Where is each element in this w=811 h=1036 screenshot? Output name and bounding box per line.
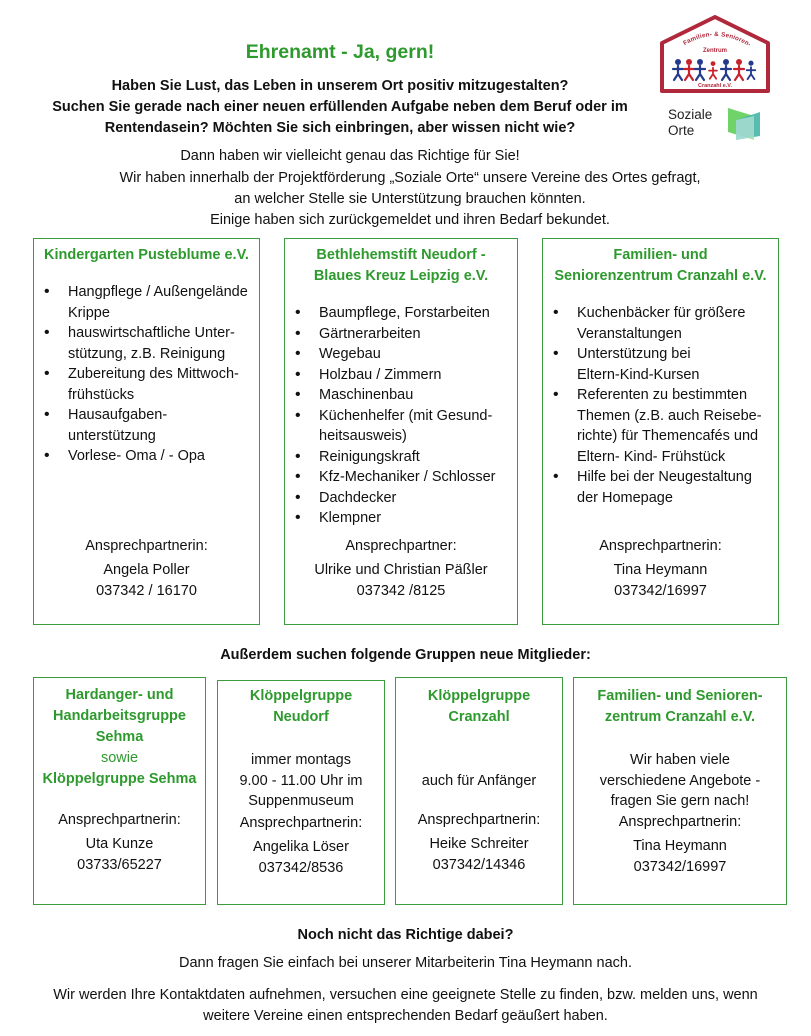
list-item-line: • Reinigungskraft: [319, 448, 420, 465]
familien-seniorenzentrum-logo: [656, 13, 774, 95]
contact-block: [578, 812, 782, 878]
svg-text:Cranzahl e.V.: Cranzahl e.V.: [697, 83, 733, 89]
contact-block: [291, 536, 511, 602]
group-box-cranzahl: [395, 677, 563, 905]
list-item: [291, 385, 511, 406]
group-box-sehma: [33, 677, 206, 905]
heading-connector: sowie: [100, 750, 139, 766]
list-item: [40, 282, 253, 323]
description-line: [400, 750, 558, 771]
list-item-line: • Kuchenbäcker für größere: [577, 305, 746, 321]
description-line: 9.00 - 11.00 Uhr im: [239, 772, 363, 789]
list-item-line: • Klempner: [319, 510, 382, 526]
contact-name: Angelika Löser: [253, 839, 349, 855]
box-heading: [549, 245, 772, 287]
text-line: Suchen Sie gerade nach einer neuen erfüllenden Aufgabe neben dem Beruf oder im: [52, 99, 628, 115]
contact-block: [400, 810, 558, 876]
contact-label: Ansprechpartnerin:: [599, 538, 722, 554]
need-box-kindergarten: [33, 238, 260, 625]
group-description: [578, 750, 782, 812]
svg-text:Zentrum: Zentrum: [703, 48, 727, 54]
list-item-line: Eltern-Kind-Kursen: [577, 366, 700, 383]
box-heading: [222, 686, 380, 728]
list-item: [291, 467, 511, 488]
list-item-line: • Hilfe bei der Neugestaltung: [577, 469, 752, 485]
heading-line: Klöppelgruppe: [249, 688, 353, 704]
list-item: [291, 324, 511, 345]
contact-label: Ansprechpartnerin:: [85, 538, 208, 554]
need-list: [291, 303, 511, 529]
footer-question: Noch nicht das Richtige dabei?: [297, 927, 514, 943]
list-item-line: • Holzbau / Zimmern: [319, 366, 442, 383]
heading-line: Cranzahl: [448, 709, 510, 725]
list-item-line: • Gärtnerarbeiten: [319, 325, 421, 342]
list-item: [549, 344, 772, 385]
soziale-orte-logo: [666, 104, 766, 144]
soziale-orte-logo-text: Orte: [668, 123, 695, 138]
heading-line: Seniorenzentrum Cranzahl e.V.: [554, 268, 767, 284]
box-heading: [38, 685, 201, 790]
heading-line: Bethlehemstift Neudorf -: [316, 247, 486, 263]
list-item-line: Themen (z.B. auch Reisebe-: [577, 407, 762, 424]
list-item-line: der Homepage: [577, 489, 673, 506]
contact-block: [38, 810, 201, 876]
text-line: Rentendasein? Möchten Sie sich einbringen, aber wissen nicht wie?: [104, 120, 576, 136]
list-item-line: unterstützung: [68, 427, 156, 444]
text-line: Haben Sie Lust, das Leben in unserem Ort positiv mitzugestalten?: [111, 78, 569, 94]
list-item: [291, 447, 511, 468]
heading-line: Neudorf: [273, 709, 329, 725]
list-item: [291, 365, 511, 386]
text-line: an welcher Stelle sie Unterstützung brauchen könnten.: [234, 191, 586, 207]
box-heading: [578, 686, 782, 728]
list-item-line: • Baumpflege, Forstarbeiten: [319, 305, 490, 321]
list-item-line: heitsausweis): [319, 428, 407, 444]
heading-line: Familien- und: [613, 247, 708, 263]
need-list: [549, 303, 772, 508]
list-item: [549, 385, 772, 467]
description-line: immer montags: [251, 752, 351, 768]
group-box-neudorf: [217, 680, 385, 905]
heading-line: Klöppelgruppe Sehma: [42, 771, 197, 787]
footer-text: Dann fragen Sie einfach bei unserer Mitarbeiterin Tina Heymann nach.: [179, 955, 632, 971]
need-list: [40, 282, 253, 467]
list-item: [291, 488, 511, 509]
contact-block: [40, 536, 253, 602]
soziale-orte-logo-text: Soziale: [668, 107, 713, 122]
list-item: [291, 344, 511, 365]
group-description: [222, 750, 380, 812]
contact-name: Tina Heymann: [633, 837, 727, 854]
list-item-line: • Hangpflege / Außengelände: [68, 284, 248, 300]
list-item-line: • Hausaufgaben-: [68, 407, 168, 423]
text-line: Einige haben sich zurückgemeldet und ihren Bedarf bekundet.: [210, 212, 610, 228]
list-item: [40, 364, 253, 405]
text-line: Wir werden Ihre Kontaktdaten aufnehmen, versuchen eine geeignete Stelle zu finden, bzw. melden uns, wenn: [53, 987, 758, 1003]
list-item: [291, 508, 511, 529]
page-title: Ehrenamt - Ja, gern!: [245, 41, 435, 63]
heading-line: Sehma: [95, 729, 144, 745]
heading-line: Klöppelgruppe: [427, 688, 531, 704]
lead-questions: [40, 76, 640, 139]
list-item-line: • Vorlese- Oma / - Opa: [68, 448, 205, 464]
list-item-line: • Wegebau: [319, 346, 381, 362]
box-heading: [400, 686, 558, 728]
list-item-line: • Unterstützung bei: [577, 346, 691, 362]
groups-heading: Außerdem suchen folgende Gruppen neue Mitglieder:: [220, 647, 591, 663]
heading-line: Kindergarten Pusteblume e.V.: [44, 247, 249, 263]
contact-name: Ulrike und Christian Päßler: [314, 562, 488, 578]
intro-text: Dann haben wir vielleicht genau das Richtige für Sie!: [180, 148, 520, 164]
list-item-line: Krippe: [68, 304, 110, 321]
list-item: [40, 405, 253, 446]
contact-phone: 037342/16997: [614, 583, 707, 599]
list-item-line: richte) für Themencafés und: [577, 428, 759, 444]
soziale-orte-mark-icon: [726, 106, 762, 142]
group-description: [400, 750, 558, 791]
list-item: [40, 323, 253, 364]
need-box-familienzentrum: [542, 238, 779, 625]
text-line: weitere Vereine einen entsprechenden Bedarf geäußert haben.: [203, 1007, 608, 1024]
box-heading: [291, 245, 511, 287]
group-box-familienzentrum: [573, 677, 787, 905]
contact-phone: 03733/65227: [77, 857, 162, 873]
need-box-bethlehemstift: [284, 238, 518, 625]
heading-line: Handarbeitsgruppe: [53, 708, 186, 724]
list-item: [291, 303, 511, 324]
text-line: Wir haben innerhalb der Projektförderung „Soziale Orte“ unsere Vereine des Ortes gefragt,: [119, 170, 701, 186]
contact-name: Tina Heymann: [613, 562, 708, 578]
list-item-line: • Kfz-Mechaniker / Schlosser: [319, 469, 496, 485]
list-item-line: frühstücks: [68, 386, 135, 403]
contact-label: Ansprechpartnerin:: [58, 812, 181, 828]
list-item-line: • Dachdecker: [319, 489, 397, 506]
list-item: [549, 303, 772, 344]
contact-phone: 037342/16997: [633, 858, 727, 875]
contact-label: Ansprechpartnerin:: [417, 812, 541, 828]
list-item: [549, 467, 772, 508]
list-item-line: • Zubereitung des Mittwoch-: [68, 366, 239, 382]
list-item: [291, 406, 511, 447]
intro-text: [95, 168, 725, 231]
list-item-line: • hauswirtschaftliche Unter-: [68, 325, 235, 341]
contact-label: Ansprechpartner:: [345, 538, 457, 554]
list-item-line: Veranstaltungen: [577, 325, 682, 342]
svg-text:Familien- & Senioren-: Familien- & Senioren-: [682, 30, 753, 49]
description-line: verschiedene Angebote -: [599, 772, 761, 789]
contact-block: [549, 536, 772, 602]
list-item-line: stützung, z.B. Reinigung: [68, 345, 226, 362]
description-line: Suppenmuseum: [248, 793, 354, 809]
contact-label: Ansprechpartnerin:: [239, 815, 363, 831]
list-item-line: • Referenten zu bestimmten: [577, 387, 748, 403]
contact-name: Angela Poller: [103, 562, 190, 578]
contact-phone: 037342 /8125: [356, 583, 446, 599]
list-item-line: • Maschinenbau: [319, 387, 414, 403]
heading-line: Hardanger- und: [65, 687, 174, 703]
heading-line: zentrum Cranzahl e.V.: [604, 709, 756, 725]
box-heading: [40, 245, 253, 266]
footer-text: [20, 985, 791, 1026]
description-line: Wir haben viele: [630, 752, 730, 768]
description-line: fragen Sie gern nach!: [610, 793, 750, 809]
list-item: [40, 446, 253, 467]
contact-phone: 037342 / 16170: [96, 583, 197, 599]
contact-name: Uta Kunze: [85, 836, 154, 852]
contact-block: [222, 813, 380, 879]
description-line: auch für Anfänger: [421, 772, 537, 789]
contact-name: Heike Schreiter: [429, 836, 529, 852]
contact-label: Ansprechpartnerin:: [618, 813, 742, 830]
contact-phone: 037342/14346: [432, 857, 526, 873]
contact-phone: 037342/8536: [258, 860, 344, 876]
heading-line: Familien- und Senioren-: [597, 688, 763, 704]
list-item-line: • Küchenhelfer (mit Gesund-: [319, 407, 493, 424]
list-item-line: Eltern- Kind- Frühstück: [577, 448, 726, 465]
heading-line: Blaues Kreuz Leipzig e.V.: [313, 268, 489, 284]
